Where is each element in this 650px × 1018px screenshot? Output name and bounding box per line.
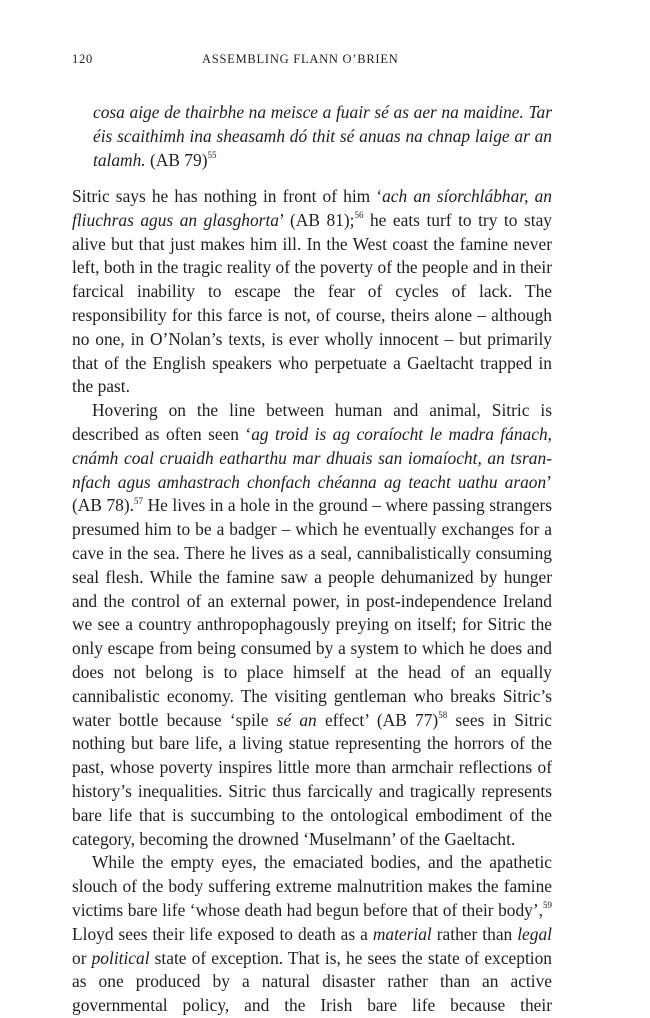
italic-emphasis: legal: [517, 923, 552, 944]
italic-emphasis: material: [372, 923, 432, 944]
quote-irish-text: cosa aige de thairbhe na meisce a fuair sé as aer na maidine. Tar éis scaithimh ina sheasamh dó thit sé anuas na chnap laige ar an talamh.: [93, 102, 552, 170]
text-run: While the empty eyes, the emaciated bodies, and the apathetic slouch of the body suffering extreme malnutrition makes the famine victims bare life ‘whose death had begun before that of their body’,: [72, 852, 552, 920]
text-run: ’ (AB 78).: [72, 471, 552, 516]
page-number: 120: [72, 52, 93, 66]
text-run: or: [72, 947, 92, 968]
text-run: sees in Sitric nothing but bare life, a living statue representing the horrors of the past, whose poverty inspires little more than armchair reflections of history’s inequalities. Sitric thus farcically and tragically represents bare life that is succumbing to the ontological embodiment of the category, becoming the drowned ‘Muselmann’ of the Gaeltacht.: [72, 709, 552, 849]
text-run: He lives in a hole in the ground – where passing strangers presumed him to be a badger – which he eventually exchanges for a cave in the sea. There he lives as a seal, cannibalistically consuming seal flesh. While the famine saw a people dehumanized by hunger and the control of an external power, in post-independence Ireland we see a country anthropophagously preying on itself; for Sitric the only escape from being consumed by a system to which he does and does not belong is to place himself at the head of an equally cannibalistic economy. The visiting gentleman who breaks Sitric’s water bottle because ‘spile: [72, 495, 553, 730]
footnote-marker: 57: [134, 495, 144, 506]
text-run: he eats turf to try to stay alive but that just makes him ill. In the West coast the famine never left, both in the tragic reality of the poverty of the people and in their farcical inability to escape the fear of cycles of lack. The responsibility for this farce is not, of course, theirs alone – although no one, in O’Nolan’s texts, is ever wholly innocent – but primarily that of the English speakers who perpetuate a Gaeltacht trapped in the past.: [72, 209, 552, 397]
italic-irish-phrase: ag troid is ag coraíocht le madra fánach, cnámh coal cruaidh eatharthu mar dhuais san iomaíocht, an tsrannfach agus amhastrach chonfach chéanna ag teacht uathu araon: [72, 423, 552, 492]
text-run: effect’ (AB 77): [316, 709, 439, 730]
footnote-marker: 59: [543, 900, 552, 911]
italic-irish-phrase: ach an síorchlábhar, an fliuchras agus an glasghorta: [72, 186, 552, 230]
text-run: rather than: [431, 923, 518, 944]
footnote-marker: 56: [354, 210, 364, 221]
body-text: [72, 185, 552, 1018]
block-quote: [93, 100, 552, 172]
book-title: ASSEMBLING FLANN O’BRIEN: [202, 52, 399, 66]
italic-emphasis: political: [91, 947, 150, 968]
text-run: Sitric says he has nothing in front of him ‘: [72, 186, 383, 206]
text-run: Lloyd sees their life exposed to death as a: [72, 923, 373, 944]
paragraph-3: [72, 851, 552, 1018]
quote-citation: (AB 79): [145, 150, 208, 170]
italic-irish-phrase: sé an: [276, 709, 317, 730]
text-run: state of exception. That is, he sees the state of exception as one produced by a natural disaster rather than an active governmental policy, and the Irish bare life because their: [72, 947, 553, 1016]
footnote-marker: 58: [438, 709, 448, 720]
paragraph-2: [72, 399, 552, 851]
paragraph-1: [72, 185, 552, 399]
footnote-marker: 55: [207, 150, 217, 161]
text-run: Hovering on the line between human and animal, Sitric is described as often seen ‘: [72, 400, 552, 444]
running-head: [72, 52, 552, 72]
text-run: ’ (AB 81);: [278, 209, 355, 230]
